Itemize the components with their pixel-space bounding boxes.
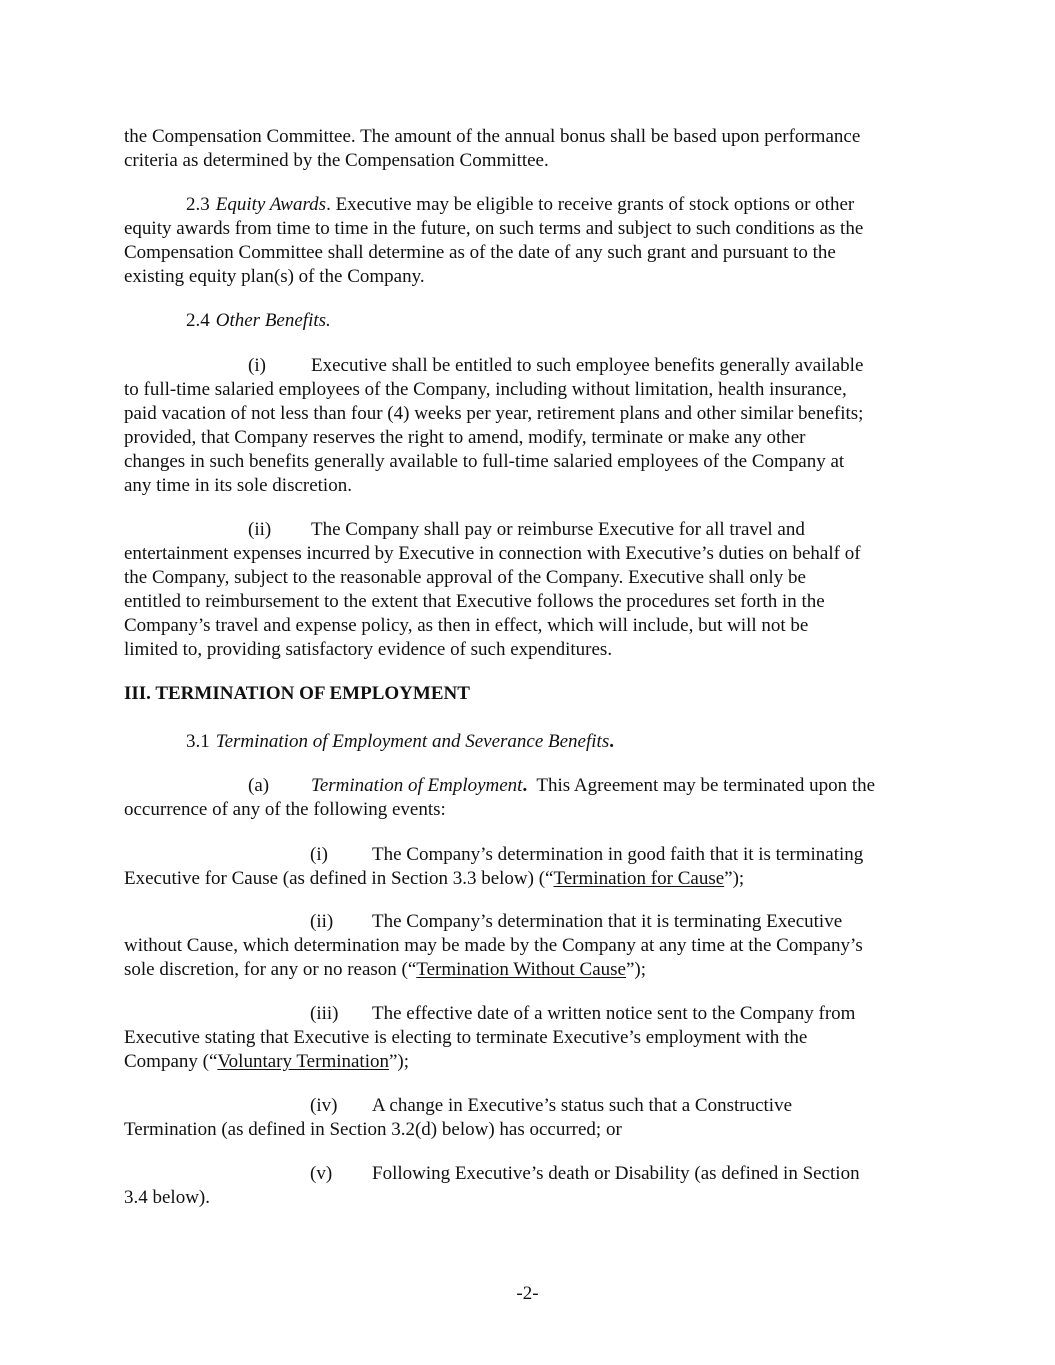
- body-text-line: the Compensation Committee. The amount of the annual bonus shall be based upon performance: [124, 126, 861, 147]
- body-text-line: limited to, providing satisfactory evidence of such expenditures.: [124, 639, 613, 660]
- body-text-line: changes in such benefits generally available to full-time salaried employees of the Company at: [124, 451, 845, 472]
- clause-marker: (a): [248, 775, 270, 796]
- body-text-line: entitled to reimbursement to the extent that Executive follows the procedures set forth in the: [124, 591, 825, 612]
- event-ii-third-line: [124, 958, 646, 982]
- clause-text: The Company’s determination that it is terminating Executive: [372, 911, 843, 932]
- clause-marker: (i): [310, 844, 328, 865]
- clause-marker: (v): [310, 1163, 333, 1184]
- clause-text: ”);: [389, 1051, 410, 1072]
- body-text-line: Executive stating that Executive is electing to terminate Executive’s employment with the: [124, 1027, 808, 1048]
- clause-2-4-ii-first-line: [248, 518, 805, 542]
- clause-text: Following Executive’s death or Disability (as defined in Section: [372, 1163, 860, 1184]
- clause-text: ”);: [724, 868, 745, 889]
- body-text-line: Company’s travel and expense policy, as then in effect, which will include, but will not be: [124, 615, 809, 636]
- body-text-line: provided, that Company reserves the right to amend, modify, terminate or make any other: [124, 427, 806, 448]
- event-i-second-line: [124, 867, 744, 891]
- clause-text: sole discretion, for any or no reason (“: [124, 959, 417, 980]
- body-text-line: Termination (as defined in Section 3.2(d) below) has occurred; or: [124, 1119, 622, 1140]
- clause-2-4-i-first-line: [248, 354, 863, 378]
- clause-text: Executive for Cause (as defined in Section 3.3 below) (“: [124, 868, 554, 889]
- clause-text: A change in Executive’s status such that a Constructive: [372, 1095, 793, 1116]
- clause-marker: (ii): [248, 519, 272, 540]
- clause-text: The effective date of a written notice sent to the Company from: [372, 1003, 856, 1024]
- section-2-3-first-line: [186, 193, 854, 217]
- section-title: Other Benefits.: [215, 310, 331, 331]
- body-text-line: entertainment expenses incurred by Executive in connection with Executive’s duties on behalf of: [124, 543, 861, 564]
- body-text-line: occurrence of any of the following events:: [124, 799, 446, 820]
- clause-text: Company (“: [124, 1051, 218, 1072]
- clause-text: The Company’s determination in good faith that it is terminating: [372, 844, 864, 865]
- clause-text: The Company shall pay or reimburse Executive for all travel and: [311, 519, 805, 540]
- section-number: 3.1: [186, 731, 210, 752]
- section-title: Equity Awards: [215, 194, 327, 215]
- body-text-line: paid vacation of not less than four (4) weeks per year, retirement plans and other similar benefits;: [124, 403, 864, 424]
- body-text-line: existing equity plan(s) of the Company.: [124, 266, 425, 287]
- clause-title: Termination of Employment: [311, 775, 523, 796]
- body-text-line: 3.4 below).: [124, 1187, 211, 1208]
- event-ii-first-line: [310, 910, 842, 934]
- clause-text: Executive shall be entitled to such employee benefits generally available: [311, 355, 864, 376]
- event-iii-first-line: [310, 1002, 855, 1026]
- clause-marker: (iii): [310, 1003, 339, 1024]
- section-number: 2.3: [186, 194, 210, 215]
- body-text-line: Compensation Committee shall determine as of the date of any such grant and pursuant to the: [124, 242, 836, 263]
- event-v-first-line: [310, 1162, 860, 1186]
- clause-a-first-line: [248, 774, 875, 798]
- clause-text: This Agreement may be terminated upon the: [527, 775, 876, 796]
- event-i-first-line: [310, 843, 863, 867]
- defined-term: Voluntary Termination: [217, 1051, 389, 1072]
- clause-marker: (i): [248, 355, 266, 376]
- clause-marker: (iv): [310, 1095, 338, 1116]
- defined-term: Termination Without Cause: [416, 959, 626, 980]
- event-iii-third-line: [124, 1050, 409, 1074]
- body-text-line: equity awards from time to time in the future, on such terms and subject to such conditions as the: [124, 218, 864, 239]
- section-text: . Executive may be eligible to receive grants of stock options or other: [326, 194, 855, 215]
- body-text-line: any time in its sole discretion.: [124, 475, 352, 496]
- body-text-line: without Cause, which determination may be made by the Company at any time at the Company’s: [124, 935, 863, 956]
- clause-text: ”);: [625, 959, 647, 980]
- clause-title-period: .: [522, 775, 528, 796]
- section-title-period: .: [609, 731, 614, 752]
- section-number: 2.4: [186, 310, 210, 331]
- page-number: -2-: [516, 1283, 539, 1304]
- body-text-line: criteria as determined by the Compensation Committee.: [124, 150, 549, 171]
- clause-marker: (ii): [310, 911, 334, 932]
- article-heading: III. TERMINATION OF EMPLOYMENT: [124, 683, 470, 704]
- body-text-line: to full-time salaried employees of the Company, including without limitation, health insurance,: [124, 379, 847, 400]
- section-3-1-heading: [186, 730, 614, 754]
- section-2-4-heading: [186, 309, 331, 333]
- body-text-line: the Company, subject to the reasonable approval of the Company. Executive shall only be: [124, 567, 806, 588]
- section-title: Termination of Employment and Severance Benefits: [215, 731, 610, 752]
- event-iv-first-line: [310, 1094, 792, 1118]
- defined-term: Termination for Cause: [553, 868, 725, 889]
